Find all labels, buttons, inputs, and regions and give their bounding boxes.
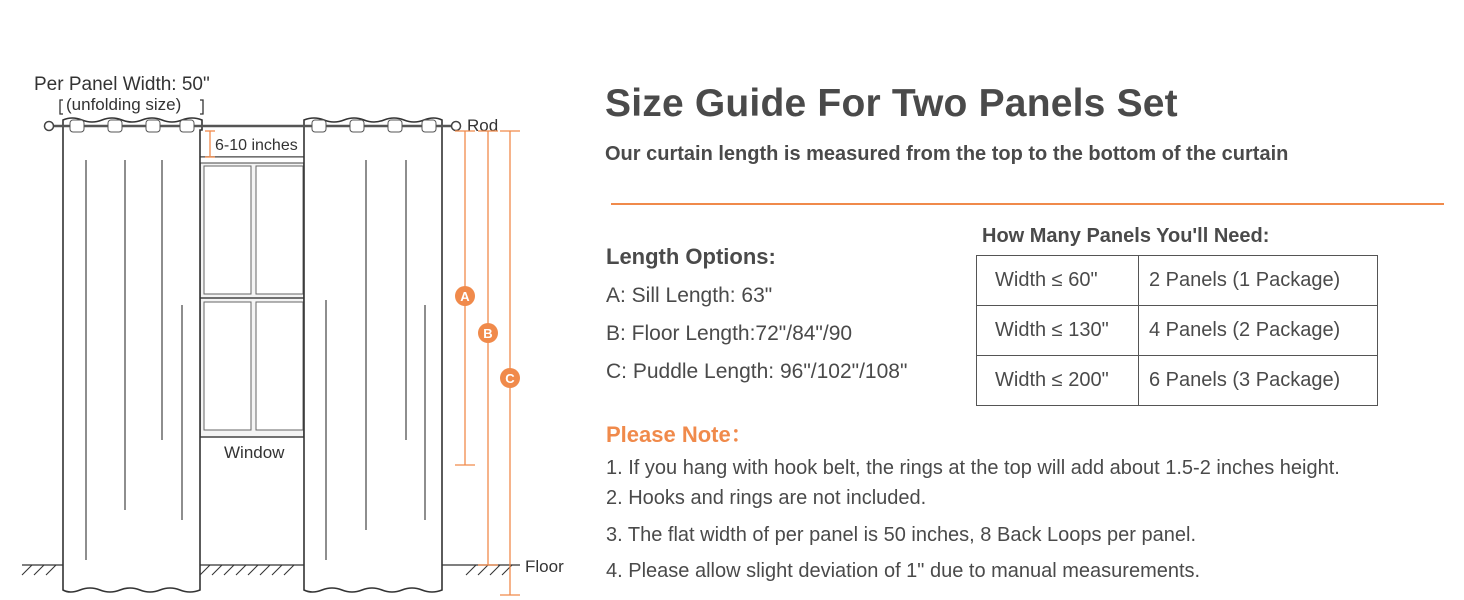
dimension-line-b: [478, 131, 498, 565]
table-row: [977, 256, 1378, 306]
svg-text:B: B: [483, 326, 493, 341]
right-curtain-panel: [304, 118, 442, 592]
length-options-heading: Length Options:: [606, 244, 776, 269]
table-row: [977, 306, 1378, 356]
note-item-3: 3. The flat width of per panel is 50 inches, 8 Back Loops per panel.: [606, 524, 1196, 546]
panels-cell: 6 Panels (3 Package): [1139, 356, 1378, 406]
unfolding-size-label: (unfolding size): [66, 95, 182, 114]
please-note-heading: Please Note：: [606, 422, 753, 447]
note-item-2: 2. Hooks and rings are not included.: [606, 487, 927, 509]
floor-label: Floor: [525, 557, 564, 576]
unfolding-bracket-right: [200, 100, 203, 114]
size-guide-title: Size Guide For Two Panels Set: [605, 82, 1178, 125]
width-cell: Width ≤ 200": [977, 356, 1139, 406]
dimension-line-c: [500, 131, 520, 595]
marker-c: [500, 368, 520, 388]
width-cell: Width ≤ 60": [977, 256, 1139, 306]
marker-a: [455, 286, 475, 306]
unfolding-bracket-left: [60, 100, 63, 114]
curtain-measurement-diagram: [0, 0, 600, 600]
table-row: [977, 356, 1378, 406]
rod-label: Rod: [467, 116, 499, 135]
size-guide-subtitle: Our curtain length is measured from the top to the bottom of the curtain: [605, 143, 1289, 165]
panels-cell: 2 Panels (1 Package): [1139, 256, 1378, 306]
panels-cell: 4 Panels (2 Package): [1139, 306, 1378, 356]
length-option-c: C: Puddle Length: 96"/102"/108": [606, 360, 908, 383]
panels-needed-heading: How Many Panels You'll Need:: [982, 225, 1270, 247]
width-cell: Width ≤ 130": [977, 306, 1139, 356]
note-item-1: 1. If you hang with hook belt, the rings at the top will add about 1.5-2 inches height.: [606, 457, 1340, 479]
left-curtain-panel: [63, 118, 202, 592]
window-label: Window: [224, 443, 285, 462]
marker-b: [478, 323, 498, 343]
length-option-a: A: Sill Length: 63": [606, 284, 773, 307]
window: [200, 157, 304, 437]
svg-text:C: C: [505, 371, 515, 386]
panels-needed-table: [976, 255, 1378, 406]
gap-label: 6-10 inches: [215, 137, 298, 154]
panel-width-label: Per Panel Width: 50": [34, 74, 210, 95]
rod-window-gap-indicator: [205, 131, 215, 157]
note-item-4: 4. Please allow slight deviation of 1" due to manual measurements.: [606, 560, 1201, 582]
length-option-b: B: Floor Length:72"/84"/90: [606, 322, 853, 345]
svg-text:A: A: [460, 289, 470, 304]
orange-divider: [611, 203, 1444, 205]
